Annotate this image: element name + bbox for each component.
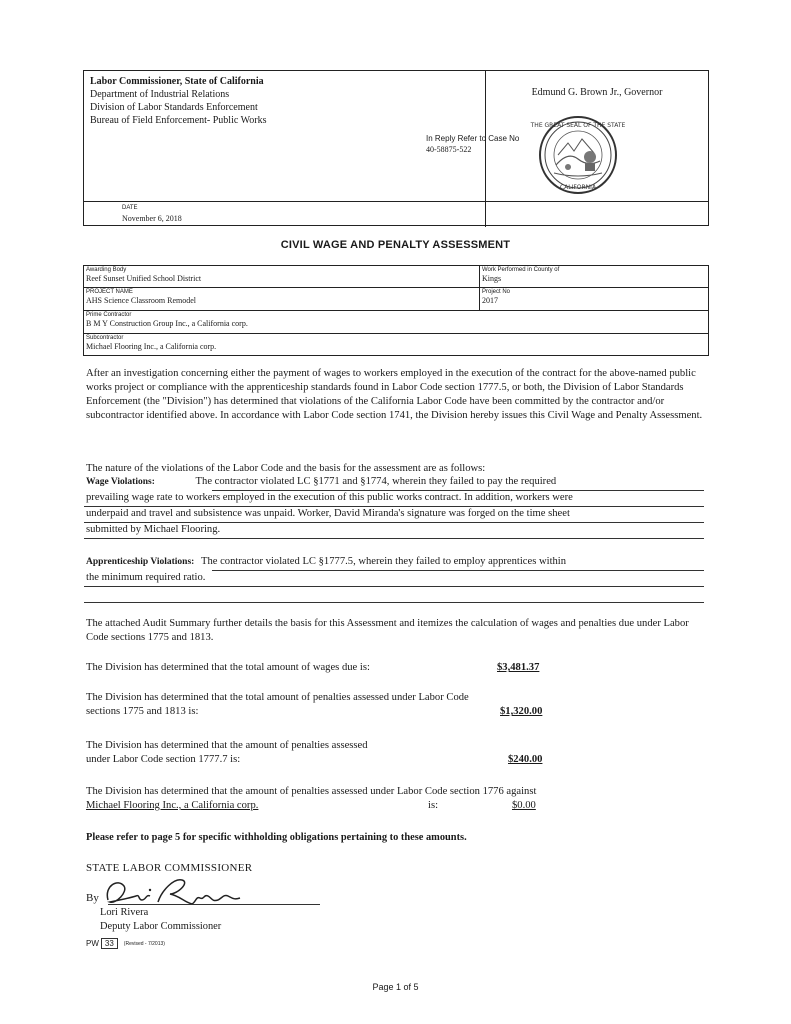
county-label: Work Performed in County of <box>482 267 560 273</box>
county-value: Kings <box>482 274 502 283</box>
rule-line <box>212 570 704 571</box>
project-no-cell <box>480 288 708 310</box>
apprentice-violations-line-1 <box>86 556 566 567</box>
header-bottom-row <box>84 201 708 227</box>
signer-name: Lori Rivera <box>100 907 149 918</box>
form-revised: (Revised - 7/2013) <box>123 940 165 947</box>
date-cell <box>84 202 486 227</box>
project-info-table <box>83 265 709 356</box>
awarding-body-value: Reef Sunset Unified School District <box>86 274 202 283</box>
audit-summary-text: The attached Audit Summary further details the basis for this Assessment and itemizes the calculation of wages and penalties due under Labor Code sections 1775 and 1813. <box>86 618 689 643</box>
county-cell <box>480 266 708 287</box>
subcontractor-cell <box>84 334 708 355</box>
signature-line <box>108 904 320 905</box>
apprentice-violations-label: Apprenticeship Violations: <box>86 557 195 567</box>
governor-name: Edmund G. Brown Jr., Governor <box>531 87 663 98</box>
rule-line <box>84 602 704 603</box>
s1776-text-1: The Division has determined that the amount of penalties assessed under Labor Code section 1776 against <box>86 786 537 797</box>
project-no-label: Project No <box>482 289 511 295</box>
apprentice-violations-text-1: The contractor violated LC §1777.5, wherein they failed to employ apprentices within <box>200 556 567 567</box>
project-name-value: AHS Science Classroom Remodel <box>86 296 196 305</box>
prime-contractor-cell <box>84 311 708 333</box>
wage-violations-line-1 <box>86 476 556 487</box>
office-title: STATE LABOR COMMISSIONER <box>86 862 253 874</box>
withholding-note: Please refer to page 5 for specific withholding obligations pertaining to these amounts. <box>86 832 467 843</box>
prime-contractor-value: B M Y Construction Group Inc., a California corp. <box>86 319 248 328</box>
penalties-text-1: The Division has determined that the total amount of penalties assessed under Labor Code <box>86 692 469 703</box>
form-number-box: 33 <box>101 938 118 949</box>
table-row <box>84 311 708 334</box>
s1776-is: is: <box>428 800 439 811</box>
prime-contractor-label: Prime Contractor <box>86 312 132 318</box>
wage-violations-text-1: The contractor violated LC §1771 and §1774, wherein they failed to pay the required <box>195 476 557 487</box>
subcontractor-value: Michael Flooring Inc., a California corp. <box>86 342 217 351</box>
case-label: In Reply Refer to Case No <box>426 134 520 143</box>
case-value: 40-58875-522 <box>426 145 472 154</box>
rule-line <box>84 506 704 507</box>
svg-text:THE GREAT SEAL OF THE STATE: THE GREAT SEAL OF THE STATE <box>530 122 626 129</box>
header-box <box>83 70 709 226</box>
agency-line-4: Bureau of Field Enforcement- Public Works <box>90 115 267 126</box>
penalties-value: $1,320.00 <box>500 706 543 717</box>
awarding-body-label: Awarding Body <box>86 267 127 273</box>
s1776-party: Michael Flooring Inc., a California corp. <box>86 800 259 811</box>
rule-line <box>84 586 704 587</box>
project-name-cell <box>84 288 480 310</box>
table-row <box>84 266 708 288</box>
form-number <box>86 938 165 949</box>
wages-due-value: $3,481.37 <box>497 662 540 673</box>
apprentice-violations-text-2: the minimum required ratio. <box>86 572 206 583</box>
signature-icon <box>100 872 260 912</box>
subcontractor-label: Subcontractor <box>86 335 124 341</box>
agency-line-1: Labor Commissioner, State of California <box>90 76 264 87</box>
date-value: November 6, 2018 <box>122 214 182 223</box>
project-no-value: 2017 <box>482 296 498 305</box>
page-number: Page 1 of 5 <box>372 982 419 992</box>
california-seal-icon <box>530 115 626 195</box>
form-prefix: PW <box>86 939 99 948</box>
apprentice-penalty-text-1: The Division has determined that the amount of penalties assessed <box>86 740 368 751</box>
agency-line-2: Department of Industrial Relations <box>90 89 230 100</box>
table-row <box>84 288 708 311</box>
rule-line <box>84 522 704 523</box>
svg-text:CALIFORNIA: CALIFORNIA <box>559 184 597 191</box>
wage-violations-text-4: submitted by Michael Flooring. <box>86 524 221 535</box>
project-name-label: PROJECT NAME <box>86 289 133 295</box>
wage-violations-text-3: underpaid and travel and subsistence was unpaid. Worker, David Miranda's signature was forged on the time sheet <box>86 508 570 519</box>
nature-intro: The nature of the violations of the Labor Code and the basis for the assessment are as follows: <box>86 463 486 474</box>
rule-line <box>212 490 704 491</box>
wage-violations-text-2: prevailing wage rate to workers employed in the execution of this public works contract. In addition, workers were <box>86 492 573 503</box>
rule-line <box>84 538 704 539</box>
signer-title: Deputy Labor Commissioner <box>100 921 222 932</box>
table-row <box>84 334 708 355</box>
wages-due-text: The Division has determined that the total amount of wages due is: <box>86 662 370 673</box>
signature-by: By <box>86 892 99 904</box>
agency-line-3: Division of Labor Standards Enforcement <box>90 102 258 113</box>
s1776-value: $0.00 <box>512 800 536 811</box>
intro-paragraph: After an investigation concerning either the payment of wages to workers employed in the execution of the contract for the above-named public works project or compliance with the apprenticeship standards found in Labor Code section 1777.5, or both, the Division of Labor Standards Enforcement (the "Division") has determined that violations of the California Labor Code have been committed by the contractor and/or subcontractor identified above. In accordance with Labor Code section 1741, the Division hereby issues this Civil Wage and Penalty Assessment. <box>86 368 703 421</box>
penalties-text-2: sections 1775 and 1813 is: <box>86 706 199 717</box>
awarding-body-cell <box>84 266 480 287</box>
apprentice-penalty-text-2: under Labor Code section 1777.7 is: <box>86 754 241 765</box>
page-title: CIVIL WAGE AND PENALTY ASSESSMENT <box>280 239 511 251</box>
wage-violations-label: Wage Violations: <box>86 477 155 487</box>
date-label: DATE <box>122 205 138 211</box>
apprentice-penalty-value: $240.00 <box>508 754 543 765</box>
